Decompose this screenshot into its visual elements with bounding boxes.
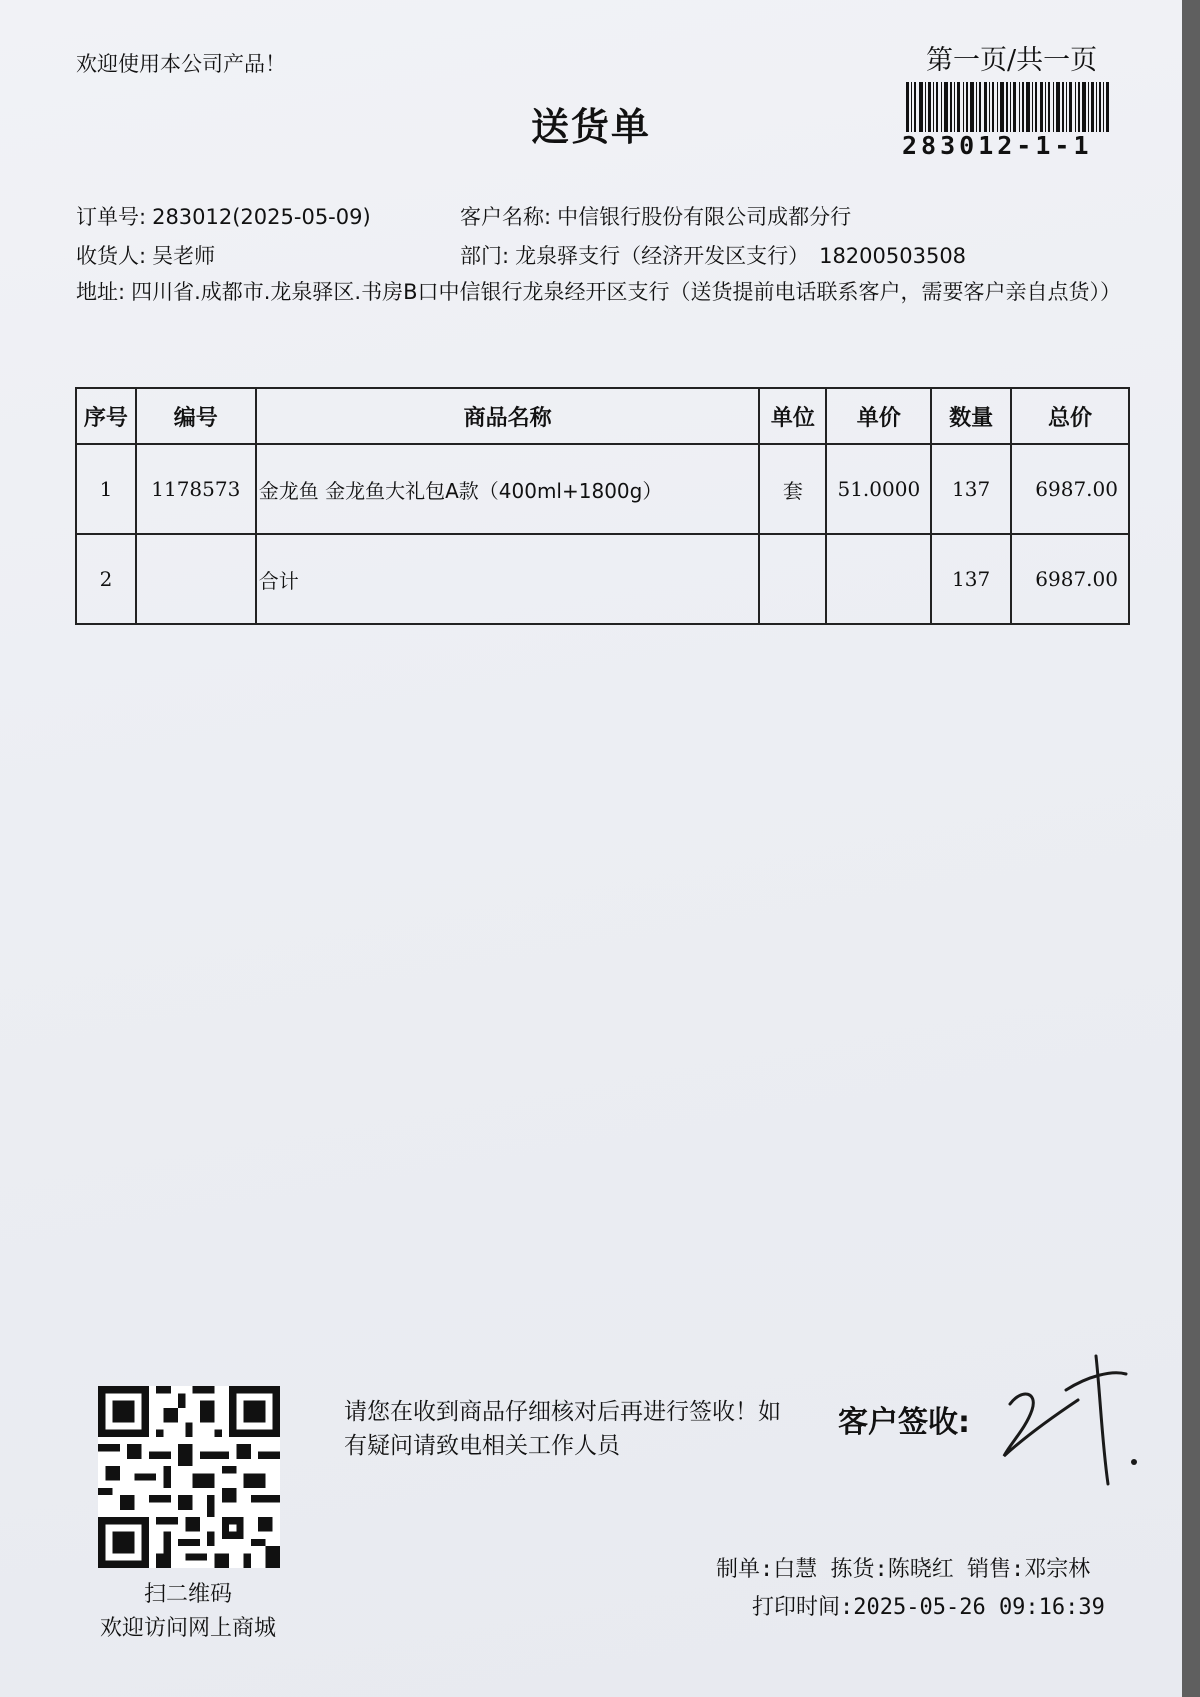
header-seq: 序号 — [76, 388, 136, 444]
cell-unit — [759, 534, 826, 624]
customer-name — [460, 201, 851, 231]
header-unit: 单位 — [759, 388, 826, 444]
barcode-number: 283012-1-1 — [902, 131, 1093, 160]
phone-number: 18200503508 — [819, 244, 967, 268]
cell-total: 6987.00 — [1011, 534, 1129, 624]
dept-value: 龙泉驿支行（经济开发区支行） — [515, 244, 810, 268]
order-number — [76, 201, 371, 231]
cell-unit-price — [826, 534, 931, 624]
cell-unit: 套 — [759, 444, 826, 534]
handwritten-signature — [996, 1352, 1186, 1492]
customer-value: 中信银行股份有限公司成都分行 — [557, 205, 852, 229]
header-unit-price: 单价 — [826, 388, 931, 444]
cell-unit-price: 51.0000 — [826, 444, 931, 534]
print-time: 打印时间:2025-05-26 09:16:39 — [752, 1595, 1105, 1620]
receiver — [76, 240, 215, 270]
order-value: 283012(2025-05-09) — [152, 205, 371, 229]
header-code: 编号 — [136, 388, 256, 444]
qr-caption — [68, 1578, 308, 1646]
qr-caption-line2: 欢迎访问网上商城 — [99, 1616, 276, 1641]
document-title: 送货单 — [530, 105, 651, 149]
items-table — [75, 387, 1130, 625]
cell-code — [136, 534, 256, 624]
address-value: 四川省.成都市.龙泉驿区.书房B口中信银行龙泉经开区支行（送货提前电话联系客户，需要客户亲自点货）） — [131, 280, 1122, 304]
receiver-value: 吴老师 — [152, 244, 216, 268]
cell-total: 6987.00 — [1011, 444, 1129, 534]
cell-product-name: 合计 — [256, 534, 760, 624]
greeting-text: 欢迎使用本公司产品！ — [76, 52, 286, 76]
cell-quantity: 137 — [931, 534, 1011, 624]
cell-seq: 2 — [76, 534, 136, 624]
receipt-notice: 请您在收到商品仔细核对后再进行签收！如有疑问请致电相关工作人员 — [344, 1399, 781, 1459]
customer-label: 客户名称: — [460, 205, 552, 229]
dept-label: 部门: — [460, 244, 510, 268]
order-label: 订单号: — [76, 205, 147, 229]
header-product-name: 商品名称 — [256, 388, 760, 444]
page-indicator: 第一页/共一页 — [926, 45, 1098, 76]
cell-seq: 1 — [76, 444, 136, 534]
header-total: 总价 — [1011, 388, 1129, 444]
qr-caption-line1: 扫二维码 — [143, 1582, 232, 1607]
header-quantity: 数量 — [931, 388, 1011, 444]
cell-code: 1178573 — [136, 444, 256, 534]
cell-product-name: 金龙鱼 金龙鱼大礼包A款（400ml+1800g） — [256, 444, 760, 534]
table-row — [76, 444, 1129, 534]
receiver-label: 收货人: — [76, 244, 147, 268]
address — [76, 276, 1121, 309]
table-row — [76, 534, 1129, 624]
qr-code-icon — [98, 1386, 280, 1568]
department — [460, 240, 966, 270]
barcode-graphic — [906, 82, 1112, 132]
staff-info: 制单:白慧 拣货:陈晓红 销售:邓宗林 — [716, 1557, 1091, 1582]
customer-sign-label: 客户签收: — [838, 1405, 970, 1440]
table-header-row — [76, 388, 1129, 444]
cell-quantity: 137 — [931, 444, 1011, 534]
address-label: 地址: — [76, 280, 126, 304]
